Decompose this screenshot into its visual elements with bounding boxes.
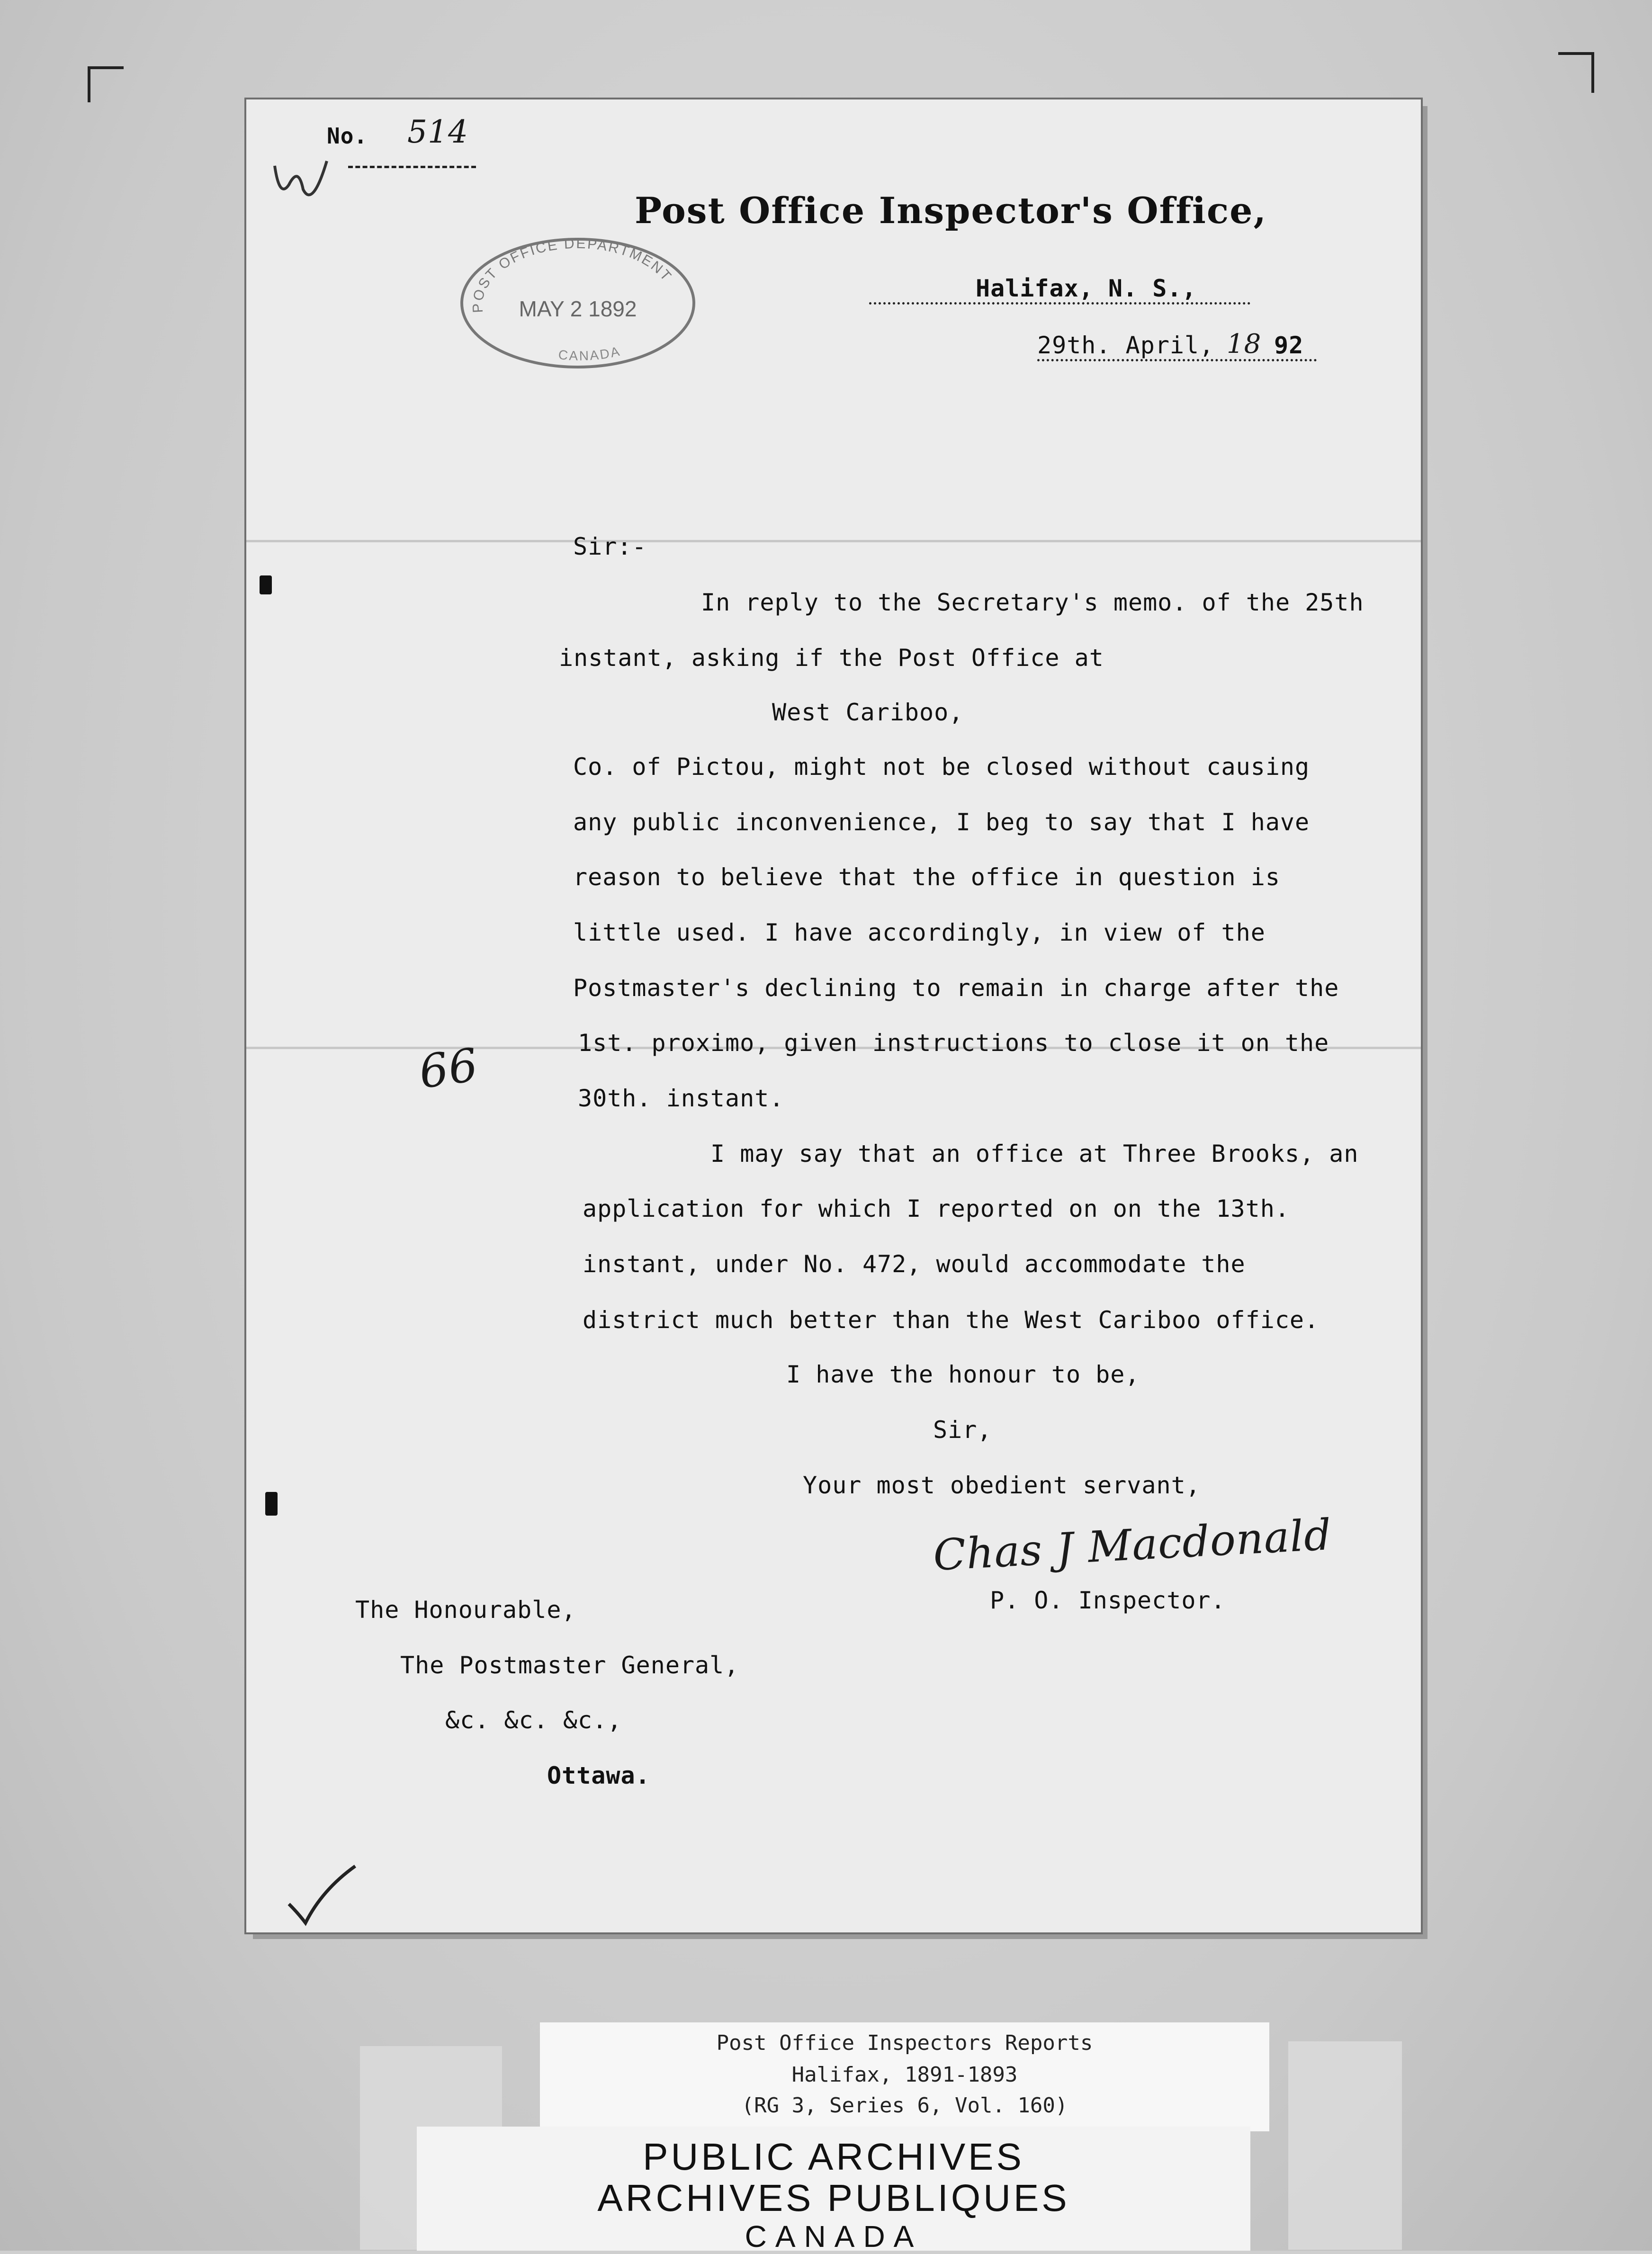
salutation: Sir:- (573, 533, 647, 560)
body-line: any public inconvenience, I beg to say that I have (573, 808, 1310, 836)
addressee-line: Ottawa. (547, 1762, 650, 1789)
body-line: West Cariboo, (772, 699, 964, 726)
body-line: In reply to the Secretary's memo. of the 25th (701, 589, 1364, 616)
place-dotted-line (869, 302, 1250, 305)
stamp-top-text: POST OFFICE DEPARTMENT (469, 235, 675, 314)
date-dotted-line (1037, 359, 1317, 361)
stamp-date: MAY 2 1892 (519, 296, 637, 321)
addressee-line: &c. &c. &c., (445, 1706, 622, 1734)
closing-line: Your most obedient servant, (803, 1472, 1201, 1499)
binder-mark (260, 575, 272, 594)
pencil-check-mark (270, 156, 341, 213)
letterhead-title: Post Office Inspector's Office, (635, 189, 1267, 232)
closing-line: I have the honour to be, (786, 1361, 1140, 1388)
addressee-line: The Postmaster General, (400, 1652, 739, 1679)
body-line: reason to believe that the office in question is (573, 863, 1280, 891)
crop-mark-top-left (88, 66, 124, 102)
signer-title: P. O. Inspector. (990, 1587, 1226, 1614)
binder-mark (265, 1492, 278, 1516)
place-line: Halifax, N. S., (976, 275, 1197, 302)
public-archives-banner (417, 2127, 1250, 2254)
addressee-line: The Honourable, (355, 1596, 576, 1624)
received-date-stamp (455, 232, 701, 374)
letter-page (246, 99, 1421, 1932)
letter-number-value: 514 (407, 114, 468, 150)
body-line: I may say that an office at Three Brooks, an (710, 1140, 1359, 1167)
svg-text:CANADA (557, 343, 622, 363)
archives-line: CANADA (745, 2219, 923, 2254)
date-year: 92 (1274, 332, 1304, 359)
letter-number-label: No. (327, 123, 368, 149)
caption-line: Post Office Inspectors Reports (716, 2031, 1093, 2055)
signature: Chas J Macdonald (932, 1510, 1333, 1580)
body-line: district much better than the West Cariboo office. (583, 1306, 1320, 1334)
crop-mark-top-right (1558, 52, 1594, 93)
body-line: 30th. instant. (578, 1085, 784, 1112)
caption-line: (RG 3, Series 6, Vol. 160) (741, 2093, 1068, 2118)
number-underline (348, 166, 476, 168)
date-day-month: 29th. April, (1037, 332, 1214, 359)
archives-line: PUBLIC ARCHIVES (643, 2136, 1024, 2178)
caption-line: Halifax, 1891-1893 (791, 2063, 1018, 2087)
body-line: application for which I reported on on the 13th. (583, 1195, 1290, 1222)
pencil-annotation: 66 (415, 1038, 482, 1099)
archives-line: ARCHIVES PUBLIQUES (597, 2177, 1070, 2219)
body-line: little used. I have accordingly, in view of the (573, 919, 1266, 946)
tape-strip (1288, 2041, 1402, 2250)
body-line: Co. of Pictou, might not be closed without causing (573, 753, 1310, 781)
stamp-bottom-text: CANADA (557, 343, 622, 363)
body-line: instant, asking if the Post Office at (559, 644, 1104, 672)
body-line: Postmaster's declining to remain in charge after the (573, 974, 1339, 1002)
check-mark-icon (284, 1861, 360, 1928)
body-line: instant, under No. 472, would accommodate the (583, 1250, 1246, 1278)
paper-fold-line (246, 540, 1421, 542)
closing-line: Sir, (933, 1416, 992, 1444)
archive-caption-label (540, 2022, 1269, 2131)
date-century: 18 (1227, 329, 1262, 359)
body-line: 1st. proximo, given instructions to close it on the (578, 1029, 1329, 1057)
